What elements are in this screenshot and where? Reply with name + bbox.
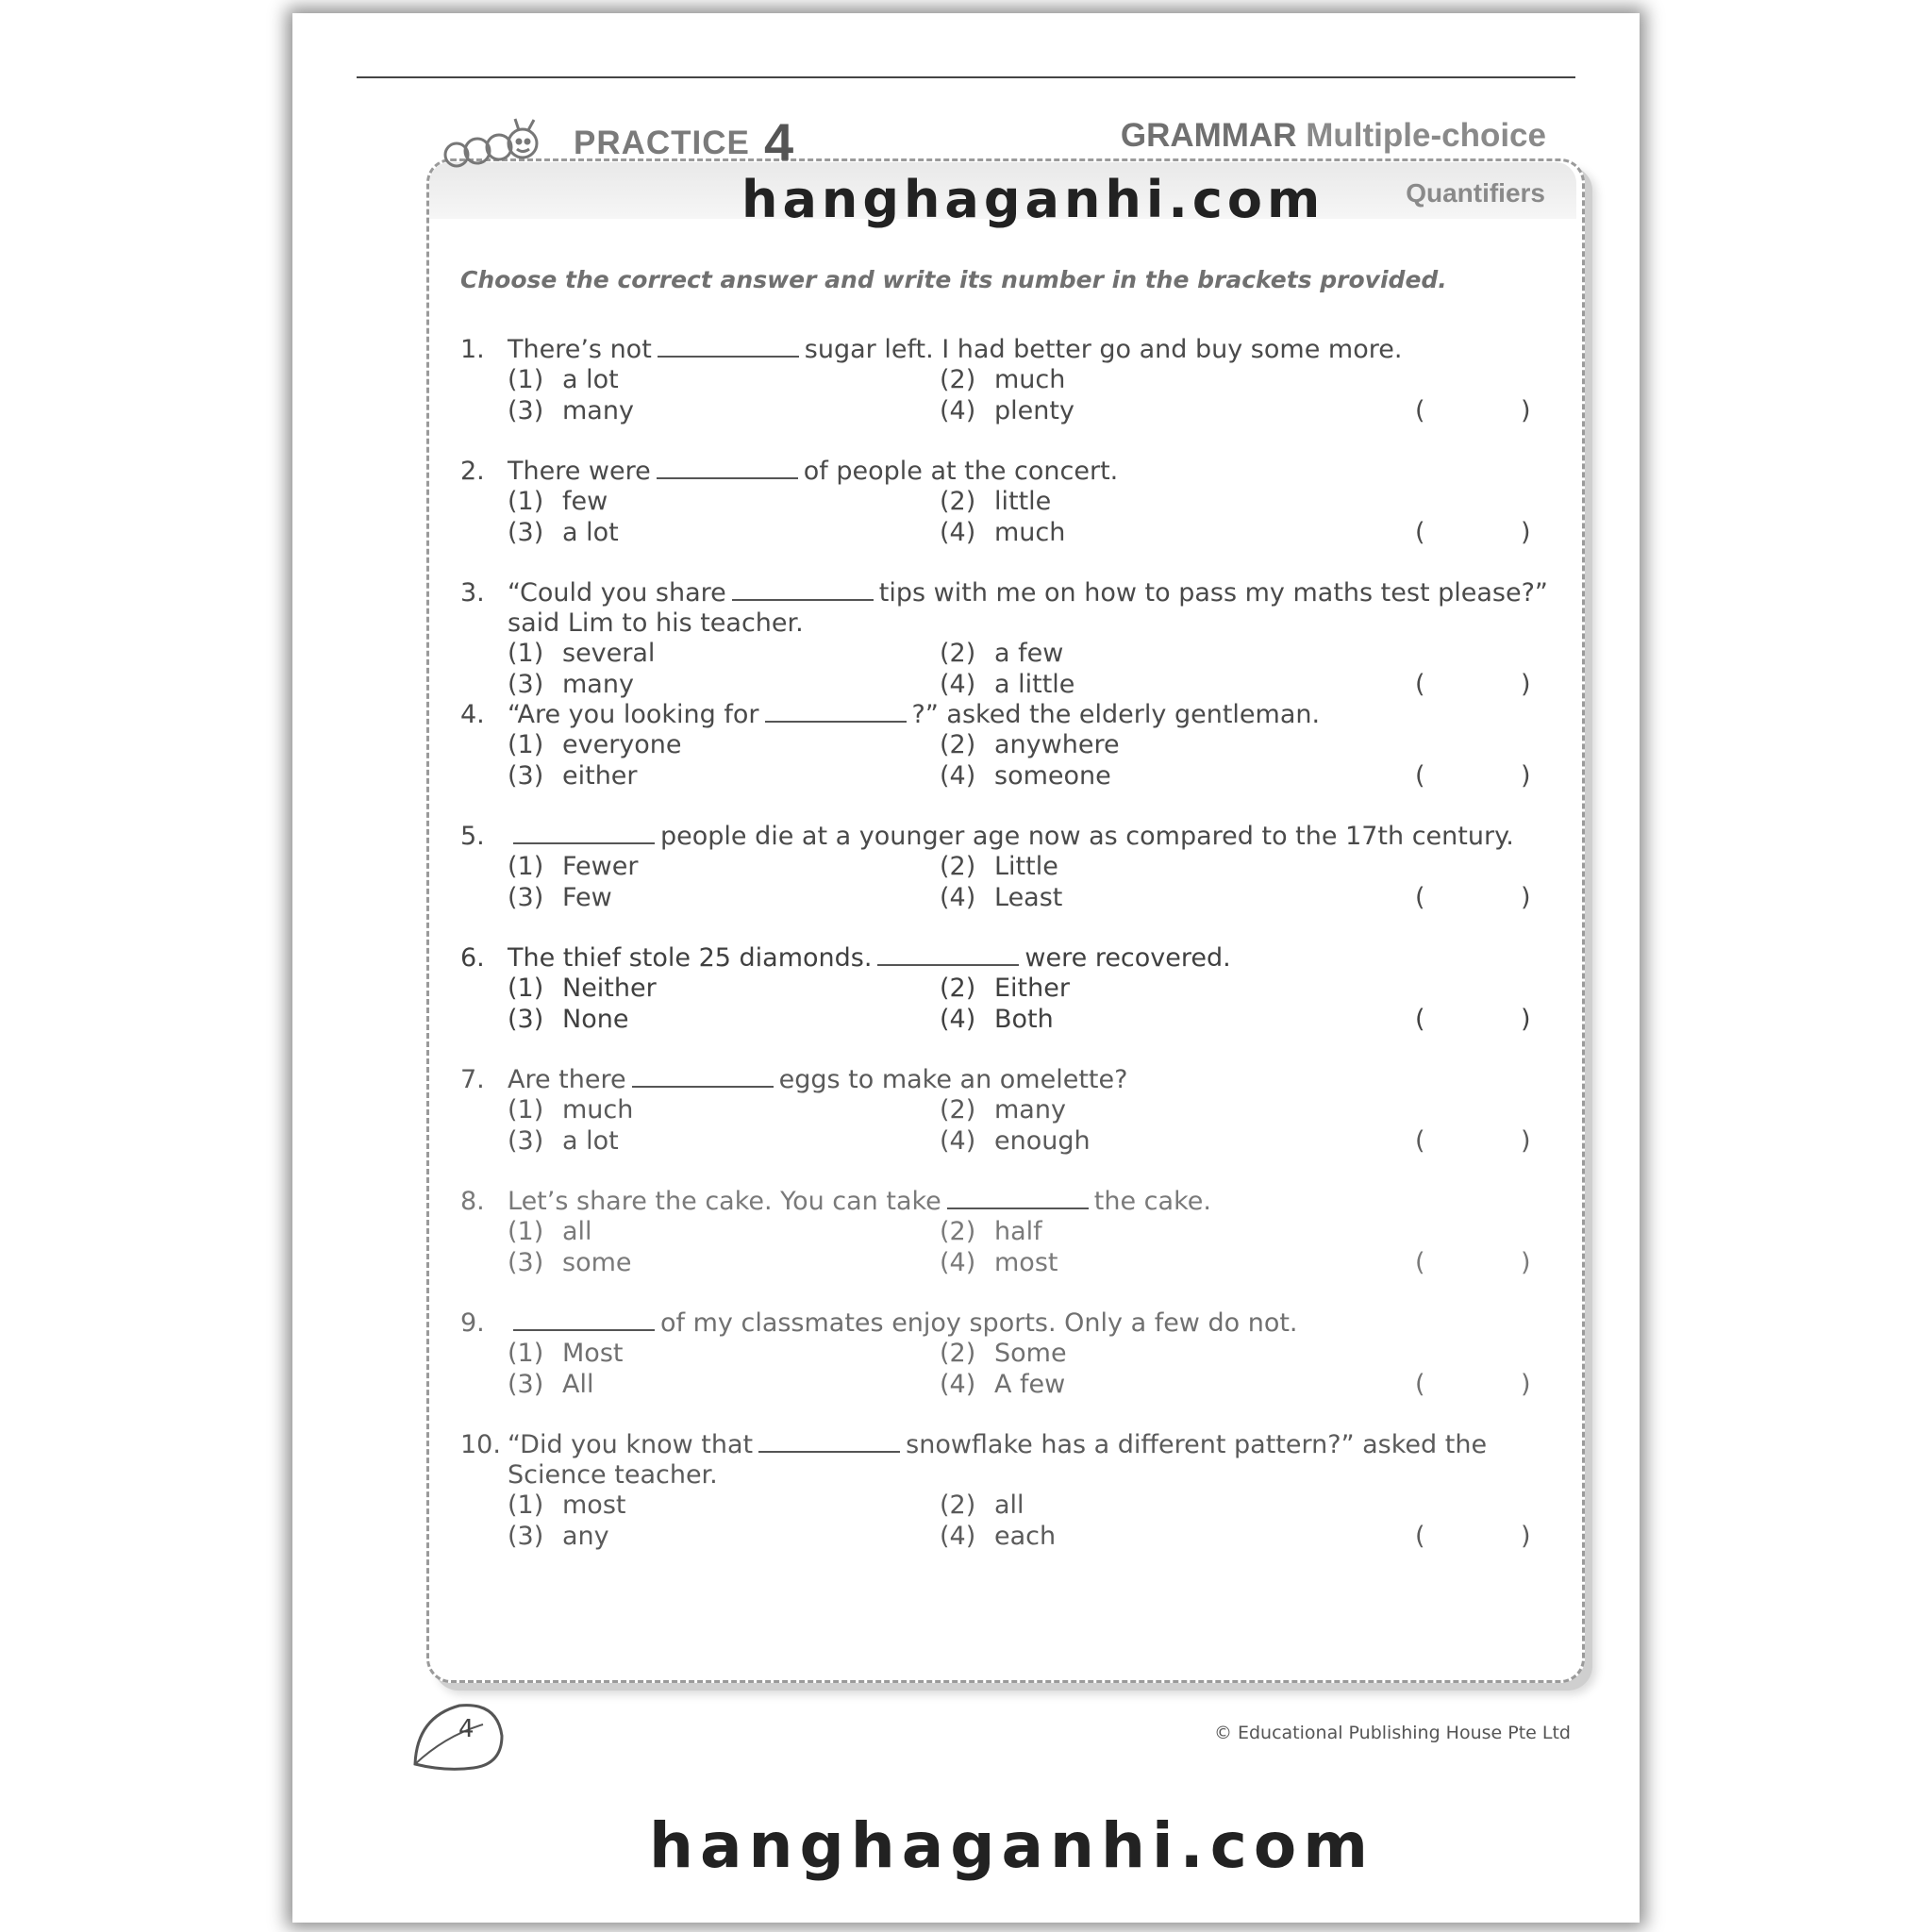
answer-bracket-close: ) [1521, 761, 1531, 791]
answer-bracket-close: ) [1521, 518, 1531, 547]
option-4[interactable] [940, 1522, 1056, 1552]
option-2[interactable] [940, 1491, 1024, 1521]
option-text: any [562, 1522, 609, 1551]
option-number: (2) [940, 1095, 976, 1124]
option-1[interactable] [508, 365, 619, 395]
option-number: (4) [940, 1126, 976, 1156]
answer-blank[interactable] [765, 700, 907, 723]
option-number: (2) [940, 639, 976, 668]
option-1[interactable] [508, 1095, 633, 1125]
option-text: a lot [562, 365, 619, 394]
option-1[interactable] [508, 639, 655, 669]
option-text: plenty [994, 396, 1074, 425]
question-number: 3. [460, 578, 485, 608]
question-5 [460, 822, 1555, 935]
option-4[interactable] [940, 396, 1074, 426]
option-2[interactable] [940, 1217, 1042, 1247]
option-2[interactable] [940, 852, 1058, 882]
answer-blank[interactable] [513, 1308, 655, 1331]
stem-before-blank: There’s not [508, 335, 652, 364]
option-number: (4) [940, 670, 976, 699]
option-1[interactable] [508, 487, 608, 517]
option-4[interactable] [940, 883, 1062, 913]
option-1[interactable] [508, 852, 638, 882]
stem-before-blank: There were [508, 457, 651, 486]
option-text: much [994, 518, 1066, 547]
option-number: (3) [508, 518, 544, 547]
answer-bracket-open[interactable]: ( [1415, 761, 1425, 791]
stem-before-blank: “Could you share [508, 578, 726, 608]
question-stem [508, 1308, 1555, 1339]
option-1[interactable] [508, 1339, 623, 1369]
option-text: much [994, 365, 1066, 394]
option-number: (3) [508, 1522, 544, 1551]
option-3[interactable] [508, 1370, 593, 1400]
option-text: a little [994, 670, 1075, 699]
option-number: (1) [508, 1217, 544, 1246]
question-stem [508, 578, 1555, 608]
option-3[interactable] [508, 883, 612, 913]
option-number: (4) [940, 1248, 976, 1277]
option-text: each [994, 1522, 1057, 1551]
answer-blank[interactable] [658, 335, 799, 358]
option-number: (4) [940, 1005, 976, 1034]
answer-bracket-open[interactable]: ( [1415, 883, 1425, 912]
stem-after-blank: sugar left. I had better go and buy some more. [804, 335, 1403, 364]
answer-bracket-close: ) [1521, 1005, 1531, 1034]
option-text: Either [994, 974, 1070, 1003]
answer-blank[interactable] [632, 1065, 774, 1088]
question-stem [508, 943, 1555, 974]
option-number: (3) [508, 883, 544, 912]
stem-after-blank: of people at the concert. [803, 457, 1119, 486]
option-number: (2) [940, 1491, 976, 1520]
option-2[interactable] [940, 639, 1063, 669]
practice-number: 4 [764, 112, 794, 172]
option-4[interactable] [940, 1248, 1058, 1278]
option-2[interactable] [940, 1095, 1066, 1125]
option-3[interactable] [508, 1126, 619, 1157]
option-number: (2) [940, 974, 976, 1003]
option-1[interactable] [508, 1491, 625, 1521]
option-4[interactable] [940, 518, 1065, 548]
option-number: (2) [940, 730, 976, 759]
option-text: most [562, 1491, 626, 1520]
option-text: None [562, 1005, 629, 1034]
caterpillar-icon [440, 117, 557, 175]
option-4[interactable] [940, 1005, 1054, 1035]
question-number: 10. [460, 1430, 501, 1459]
option-3[interactable] [508, 518, 619, 548]
option-number: (4) [940, 518, 976, 547]
answer-bracket-open[interactable]: ( [1415, 1248, 1425, 1277]
option-number: (2) [940, 365, 976, 394]
option-text: Least [994, 883, 1063, 912]
answer-bracket-close: ) [1521, 670, 1531, 699]
option-text: several [562, 639, 656, 668]
page-number: 4 [458, 1715, 475, 1743]
question-stem [508, 822, 1555, 852]
option-3[interactable] [508, 396, 634, 426]
option-1[interactable] [508, 730, 682, 760]
answer-bracket-open[interactable]: ( [1415, 1522, 1425, 1551]
option-number: (3) [508, 1370, 544, 1399]
question-number: 5. [460, 822, 485, 851]
stem-after-blank: snowflake has a different pattern?” asked the [906, 1430, 1488, 1459]
option-number: (1) [508, 487, 544, 516]
stem-before-blank: Let’s share the cake. You can take [508, 1187, 941, 1216]
option-text: many [994, 1095, 1066, 1124]
question-3 [460, 578, 1555, 699]
question-stem [508, 700, 1555, 730]
option-text: enough [994, 1126, 1091, 1156]
option-1[interactable] [508, 1217, 592, 1247]
stem-before-blank: Are there [508, 1065, 626, 1094]
option-2[interactable] [940, 1339, 1067, 1369]
option-text: anywhere [994, 730, 1120, 759]
question-number: 9. [460, 1308, 485, 1338]
answer-blank[interactable] [657, 457, 798, 479]
option-text: few [562, 487, 608, 516]
option-number: (4) [940, 761, 976, 791]
stem-after-blank: were recovered. [1024, 943, 1231, 973]
option-number: (4) [940, 1522, 976, 1551]
question-stem-line2: said Lim to his teacher. [508, 608, 804, 638]
option-number: (4) [940, 1370, 976, 1399]
stem-before-blank: “Are you looking for [508, 700, 759, 729]
option-number: (1) [508, 1491, 544, 1520]
option-number: (3) [508, 1248, 544, 1277]
top-rule [357, 76, 1575, 78]
question-stem-line2: Science teacher. [508, 1460, 718, 1490]
watermark-bottom: hanghaganhi.com [649, 1809, 1374, 1882]
instruction-text: Choose the correct answer and write its number in the brackets provided. [460, 266, 1447, 293]
answer-bracket-close: ) [1521, 883, 1531, 912]
subtopic-label: Quantifiers [1406, 178, 1545, 208]
answer-blank[interactable] [732, 578, 874, 601]
option-text: A few [994, 1370, 1066, 1399]
stem-after-blank: of my classmates enjoy sports. Only a few do not. [660, 1308, 1298, 1338]
option-number: (2) [940, 1217, 976, 1246]
question-number: 2. [460, 457, 485, 486]
answer-bracket-close: ) [1521, 1370, 1531, 1399]
answer-bracket-open[interactable]: ( [1415, 670, 1425, 699]
option-text: half [994, 1217, 1042, 1246]
option-text: either [562, 761, 638, 791]
option-number: (3) [508, 1126, 544, 1156]
option-number: (2) [940, 487, 976, 516]
option-text: everyone [562, 730, 682, 759]
question-stem [508, 1065, 1555, 1095]
option-4[interactable] [940, 670, 1074, 700]
option-text: a few [994, 639, 1064, 668]
option-number: (1) [508, 852, 544, 881]
option-text: a lot [562, 518, 619, 547]
option-3[interactable] [508, 1005, 628, 1035]
question-stem [508, 1187, 1555, 1217]
option-text: Neither [562, 974, 657, 1003]
question-1 [460, 335, 1555, 448]
question-number: 4. [460, 700, 485, 729]
answer-blank[interactable] [513, 822, 655, 844]
answer-bracket-close: ) [1521, 396, 1531, 425]
practice-label: PRACTICE [574, 125, 750, 161]
answer-bracket-open[interactable]: ( [1415, 396, 1425, 425]
question-8 [460, 1187, 1555, 1300]
option-text: a lot [562, 1126, 619, 1156]
option-text: all [994, 1491, 1024, 1520]
grammar-label: GRAMMAR [1120, 117, 1297, 154]
option-3[interactable] [508, 1522, 609, 1552]
watermark-top: hanghaganhi.com [741, 170, 1325, 229]
option-4[interactable] [940, 1370, 1065, 1400]
answer-blank[interactable] [877, 943, 1019, 966]
option-number: (4) [940, 396, 976, 425]
option-number: (1) [508, 730, 544, 759]
question-7 [460, 1065, 1555, 1178]
section-title [1121, 117, 1546, 155]
question-number: 7. [460, 1065, 485, 1094]
question-stem [508, 335, 1555, 365]
option-number: (3) [508, 670, 544, 699]
option-number: (3) [508, 396, 544, 425]
answer-blank[interactable] [947, 1187, 1089, 1209]
option-number: (1) [508, 365, 544, 394]
option-4[interactable] [940, 761, 1111, 791]
option-number: (2) [940, 852, 976, 881]
answer-bracket-open[interactable]: ( [1415, 1005, 1425, 1034]
answer-bracket-close: ) [1521, 1248, 1531, 1277]
answer-bracket-open[interactable]: ( [1415, 1126, 1425, 1156]
option-number: (3) [508, 761, 544, 791]
stem-after-blank: eggs to make an omelette? [778, 1065, 1128, 1094]
option-2[interactable] [940, 487, 1051, 517]
question-number: 8. [460, 1187, 485, 1216]
option-3[interactable] [508, 670, 634, 700]
answer-blank[interactable] [758, 1430, 900, 1453]
option-text: many [562, 396, 634, 425]
option-number: (4) [940, 883, 976, 912]
option-number: (1) [508, 1095, 544, 1124]
option-text: All [562, 1370, 594, 1399]
option-1[interactable] [508, 974, 657, 1004]
answer-bracket-close: ) [1521, 1522, 1531, 1551]
stem-after-blank: people die at a younger age now as compared to the 17th century. [660, 822, 1514, 851]
option-number: (2) [940, 1339, 976, 1368]
stem-after-blank: tips with me on how to pass my maths test please?” [878, 578, 1548, 608]
option-text: most [994, 1248, 1058, 1277]
option-3[interactable] [508, 761, 638, 791]
option-text: Most [562, 1339, 624, 1368]
option-text: Few [562, 883, 612, 912]
option-number: (1) [508, 974, 544, 1003]
question-2 [460, 457, 1555, 570]
option-4[interactable] [940, 1126, 1091, 1157]
option-text: little [994, 487, 1052, 516]
option-text: some [562, 1248, 632, 1277]
option-text: Fewer [562, 852, 639, 881]
question-number: 1. [460, 335, 485, 364]
option-2[interactable] [940, 974, 1070, 1004]
option-number: (1) [508, 1339, 544, 1368]
question-4 [460, 700, 1555, 813]
question-9 [460, 1308, 1555, 1422]
option-text: Some [994, 1339, 1067, 1368]
option-3[interactable] [508, 1248, 632, 1278]
option-text: much [562, 1095, 634, 1124]
stem-after-blank: the cake. [1093, 1187, 1211, 1216]
type-label: Multiple-choice [1306, 117, 1546, 154]
question-10 [460, 1430, 1555, 1551]
question-6 [460, 943, 1555, 1057]
question-number: 6. [460, 943, 485, 973]
option-text: all [562, 1217, 592, 1246]
stem-before-blank: The thief stole 25 diamonds. [508, 943, 873, 973]
option-2[interactable] [940, 365, 1065, 395]
question-stem [508, 457, 1555, 487]
copyright-text: © Educational Publishing House Pte Ltd [1213, 1723, 1571, 1743]
answer-bracket-close: ) [1521, 1126, 1531, 1156]
option-number: (1) [508, 639, 544, 668]
stem-after-blank: ?” asked the elderly gentleman. [911, 700, 1321, 729]
option-text: someone [994, 761, 1111, 791]
option-2[interactable] [940, 730, 1120, 760]
question-stem [508, 1430, 1555, 1460]
option-number: (3) [508, 1005, 544, 1034]
answer-bracket-open[interactable]: ( [1415, 518, 1425, 547]
option-text: Both [994, 1005, 1054, 1034]
answer-bracket-open[interactable]: ( [1415, 1370, 1425, 1399]
option-text: many [562, 670, 634, 699]
option-text: Little [994, 852, 1058, 881]
stem-before-blank: “Did you know that [508, 1430, 754, 1459]
